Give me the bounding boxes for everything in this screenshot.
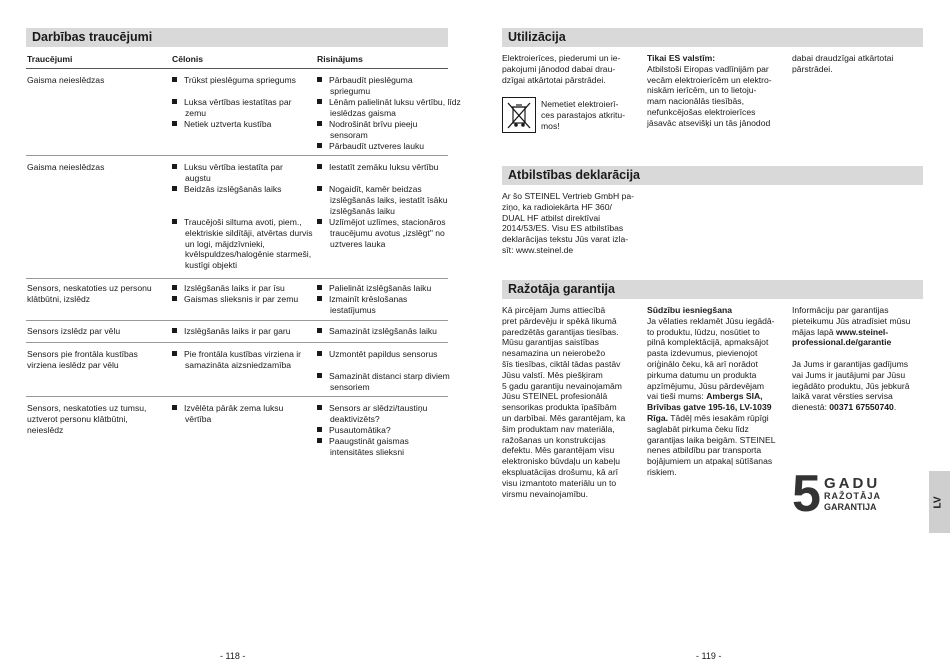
bullet-icon: [172, 285, 177, 290]
bullet-icon: [317, 121, 322, 126]
warranty-link[interactable]: www.steinel-: [835, 326, 889, 337]
bullet-icon: [317, 285, 322, 290]
row-divider: [26, 320, 448, 321]
cause-item: Izslēgšanās laiks ir par īsu: [172, 283, 325, 294]
bullet-icon: [317, 219, 322, 224]
eu-disposal-note-continued: dabai draudzīgai atkārtotai pārstrādei.: [792, 53, 894, 74]
conformity-text: Ar šo STEINEL Vertrieb GmbH pa- ziņo, ka radioiekārta HF 360/ DUAL HF atbilst direktīvai 2014/53/ES. Visu ES atbilstības deklarācijas tekstu Jūs varat izla- sīt: www.steinel.de: [502, 191, 634, 255]
remedy-item: Pārbaudīt pieslēguma spriegumu: [317, 75, 450, 97]
cause-item: Traucējoši siltuma avoti, piem., elektriskie sildītāji, atvērtas durvis un logi, mājdzīvnieki, kvēlspuldzes/halogēnie starmeši, kustīgi objekti: [172, 217, 323, 271]
bullet-icon: [317, 143, 322, 148]
remedy-item: Uzmontēt papildus sensorus: [317, 349, 465, 360]
bullet-icon: [317, 427, 322, 432]
table-header-rule: [26, 68, 448, 69]
cause-item: Pie frontāla kustības virziena ir samazināta aizsniedzamība: [172, 349, 325, 371]
remedy-item: Nogaidīt, kamēr beidzas izslēgšanās laiks, iestatīt īsāku izslēgšanās laiku: [317, 184, 448, 216]
language-tab: LV: [929, 471, 950, 533]
bullet-icon: [317, 351, 322, 356]
remedy-item: Palielināt izslēgšanās laiku: [317, 283, 465, 294]
warranty-terms: Kā pircējam Jums attiecībā pret pārdevēju ir spēkā likumā paredzētās garantijas tiesības. Mūsu garantijas saistības nesamazina un neierobežo šīs tiesības, ciktāl tādas pastāv Jūsu valstī. Mēs piešķiram 5 gadu garantiju nevainojamām Jūsu STEINEL profesionālā sensorikas produkta īpašībām un darbībai. Mēs garantējam, ka šim produktam nav materiāla, ražošanas un konstrukcijas defektu. Mēs garantējam visu elektronisko būvdaļu un kabeļu ekspluatācijas drošumu, kā arī visu izmantoto materiālu un to virsmu nevainojamību.: [502, 305, 626, 499]
remedy-item: Samazināt distanci starp diviem sensoriem: [317, 371, 450, 393]
section-heading-disposal: Utilizācija: [502, 28, 923, 47]
bullet-icon: [172, 296, 177, 301]
fault-cell: Sensors pie frontāla kustības virziena ieslēdz par vēlu: [27, 349, 138, 370]
remedy-item: Nodrošināt brīvu pieeju sensoram: [317, 119, 448, 141]
bullet-icon: [172, 219, 177, 224]
service-phone: 00371 67550740: [829, 402, 894, 413]
column-header-fault: Traucējumi: [27, 54, 73, 64]
fault-cell: Sensors, neskatoties uz personu klātbūtni, izslēdz: [27, 283, 152, 304]
fault-cell: Sensors, neskatoties uz tumsu, uztverot personu klātbūtni, neieslēdz: [27, 403, 147, 435]
section-heading-conformity: Atbilstības deklarācija: [502, 166, 923, 185]
bullet-icon: [172, 121, 177, 126]
bullet-icon: [172, 99, 177, 104]
bullet-icon: [317, 164, 322, 169]
fault-cell: Gaisma neieslēdzas: [27, 162, 105, 172]
column-header-cause: Cēlonis: [172, 54, 204, 64]
disposal-intro: Elektroierīces, piederumi un ie- pakojumi jānodod dabai drau- dzīgai atkārtotai pārstrādei.: [502, 53, 621, 85]
warranty-link[interactable]: professional.de/garantie: [792, 337, 892, 348]
cause-item: Izslēgšanās laiks ir par garu: [172, 326, 325, 337]
disposal-icon-caption: Nemetiet elektroierī- ces parastajos atkritu- mos!: [541, 99, 626, 131]
remedy-item: Uzlīmējot uzlīmes, stacionāros traucējumu avotus „izslēgt" no uztveres lauka: [317, 217, 448, 249]
cause-item: Gaismas slieksnis ir par zemu: [172, 294, 325, 305]
bullet-icon: [317, 77, 322, 82]
service-address: Brīvības gatve 195-16, LV-1039: [647, 402, 772, 413]
remedy-item: Sensors ar slēdzi/taustiņu deaktivizēts?: [317, 403, 450, 425]
bullet-icon: [172, 186, 177, 191]
page-number: - 119 -: [696, 651, 722, 661]
remedy-item: Pārbaudīt uztveres lauku: [317, 141, 465, 152]
bullet-icon: [317, 186, 322, 191]
cause-item: Netiek uztverta kustība: [172, 119, 325, 130]
row-divider: [26, 396, 448, 397]
row-divider: [26, 155, 448, 156]
warranty-claims: Sūdzību iesniegšana Ja vēlaties reklamēt Jūsu iegādā- to produktu, lūdzu, nosūtiet to pilnā komplektācijā, apmaksājot pasta izdevumus, pievienojot oriģinālo čeku, kā arī norādot pirkuma datumu un produkta apzīmējumu, Jūsu pārdevējam vai tieši mums: Ambergs SIA, Brīvības gatve 195-16, LV-1039 Rīga. Tādēļ mēs iesakām rūpīgi saglabāt pirkuma čeku līdz garantijas laika beigām. STEINEL nenes atbildību par transporta bojājumiem un atpakaļ sūtīšanas riskiem.: [647, 305, 787, 478]
remedy-item: Izmainīt krēslošanas iestatījumus: [317, 294, 440, 316]
bullet-icon: [172, 351, 177, 356]
bullet-icon: [317, 438, 322, 443]
service-address: Rīga.: [647, 412, 669, 423]
cause-item: Luksu vērtība iestatīta par augstu: [172, 162, 310, 184]
cause-item: Trūkst pieslēguma spriegums: [172, 75, 325, 86]
cause-item: Luksa vērtības iestatītas par zemu: [172, 97, 303, 119]
row-divider: [26, 278, 448, 279]
bullet-icon: [172, 405, 177, 410]
bullet-icon: [172, 328, 177, 333]
bullet-icon: [317, 328, 322, 333]
bullet-icon: [317, 99, 322, 104]
remedy-item: Lēnām palielināt luksu vērtību, līdz ieslēdzas gaisma: [317, 97, 465, 119]
remedy-item: Pusautomātika?: [317, 425, 450, 436]
fault-cell: Sensors izslēdz par vēlu: [27, 326, 121, 336]
remedy-item: Paaugstināt gaismas intensitātes slieksni: [317, 436, 450, 458]
bullet-icon: [172, 77, 177, 82]
section-heading-warranty: Ražotāja garantija: [502, 280, 923, 299]
remedy-item: Iestatīt zemāku luksu vērtību: [317, 162, 465, 173]
section-heading-troubleshooting: Darbības traucējumi: [26, 28, 448, 47]
cause-item: Beidzās izslēgšanās laiks: [172, 184, 325, 195]
column-header-remedy: Risinājums: [317, 54, 363, 64]
cause-item: Izvēlēta pārāk zema luksu vērtība: [172, 403, 310, 425]
crossed-out-bin-icon: [502, 97, 536, 133]
bullet-icon: [317, 373, 322, 378]
row-divider: [26, 342, 448, 343]
bullet-icon: [317, 405, 322, 410]
warranty-info: Informāciju par garantijas pieteikumu Jūs atradīsiet mūsu mājas lapā www.steinel- professional.de/garantie Ja Jums ir garantijas gadījums vai Jums ir jautājumi par Jūsu iegādāto produktu, Jūs jebkurā laikā varat vērsties servisa dienestā: 00371 67550740.: [792, 305, 932, 413]
page-number: - 118 -: [220, 651, 246, 661]
fault-cell: Gaisma neieslēdzas: [27, 75, 105, 85]
remedy-item: Samazināt izslēgšanās laiku: [317, 326, 465, 337]
bullet-icon: [317, 296, 322, 301]
eu-disposal-note: Tikai ES valstīm: Atbilstoši Eiropas vadlīnijām par vecām elektroierīcēm un elektro- niskām ierīcēm, un to lietoju- mam nacionālās tiesībās, nefunkcējošas elektroierīces jāsavāc atsevišķi un tās jānodod: [647, 53, 772, 128]
service-address: Ambergs SIA,: [706, 391, 763, 402]
five-year-warranty-logo: 5 GADU RAŽOTĀJA GARANTIJA: [792, 465, 881, 523]
bullet-icon: [172, 164, 177, 169]
